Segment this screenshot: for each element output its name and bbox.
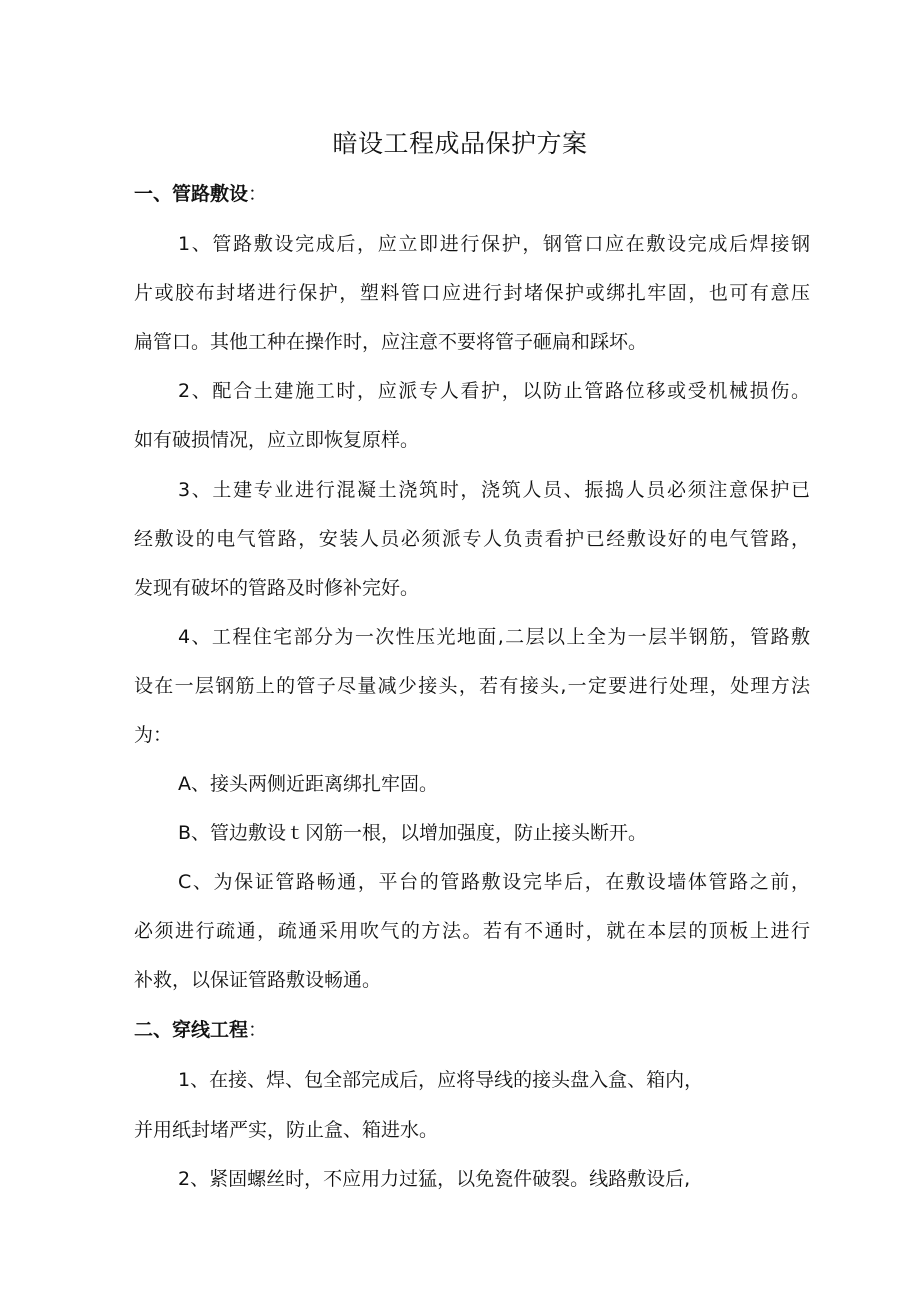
section-number: 二、 bbox=[134, 1019, 173, 1041]
section-colon: ： bbox=[248, 183, 268, 205]
paragraph-line: 发现有破坏的管路及时修补完好。 bbox=[134, 577, 420, 599]
paragraph-line: 2、紧固螺丝时，不应用力过猛，以免瓷件破裂。线路敷设后, bbox=[178, 1168, 691, 1190]
paragraph-line: C、为保证管路畅通，平台的管路敷设完毕后，在敷设墙体管路之前， bbox=[178, 871, 810, 893]
paragraph-line: 并用纸封堵严实，防止盒、箱进水。 bbox=[134, 1119, 439, 1141]
paragraph-line: 4、工程住宅部分为一次性压光地面,二层以上全为一层半钢筋，管路敷 bbox=[178, 626, 810, 648]
section-heading-1 bbox=[134, 179, 267, 209]
paragraph-line: 补救，以保证管路敷设畅通。 bbox=[134, 969, 382, 991]
paragraph-line: 必须进行疏通，疏通采用吹气的方法。若有不通时，就在本层的顶板上进行 bbox=[134, 920, 810, 942]
section-heading-2 bbox=[134, 1015, 267, 1045]
paragraph-line: 扁管口。其他工种在操作时，应注意不要将管子砸扁和踩坏。 bbox=[134, 331, 648, 353]
paragraph-line: 1、管路敷设完成后，应立即进行保护，钢管口应在敷设完成后焊接钢 bbox=[178, 233, 810, 255]
paragraph-line: 3、土建专业进行混凝土浇筑时，浇筑人员、振捣人员必须注意保护已 bbox=[178, 479, 810, 501]
section-colon: ： bbox=[248, 1019, 268, 1041]
paragraph-line: 经敷设的电气管路，安装人员必须派专人负责看护已经敷设好的电气管路， bbox=[134, 528, 810, 550]
paragraph-line: 1、在接、焊、包全部完成后，应将导线的接头盘入盒、箱内， bbox=[178, 1069, 704, 1091]
paragraph-line: 设在一层钢筋上的管子尽量减少接头，若有接头,一定要进行处理，处理方法 bbox=[134, 675, 810, 697]
paragraph-line: 为： bbox=[134, 724, 173, 746]
document-title: 暗设工程成品保护方案 bbox=[332, 129, 588, 158]
paragraph-line: 片或胶布封堵进行保护，塑料管口应进行封堵保护或绑扎牢固，也可有意压 bbox=[134, 282, 810, 304]
paragraph-line: B、管边敷设ｔ冈筋一根，以增加强度，防止接头断开。 bbox=[178, 822, 648, 844]
paragraph-line: 2、配合土建施工时，应派专人看护，以防止管路位移或受机械损伤。 bbox=[178, 380, 810, 402]
paragraph-line: 如有破损情况，应立即恢复原样。 bbox=[134, 429, 420, 451]
section-label: 穿线工程 bbox=[172, 1019, 249, 1041]
paragraph-line: A、接头两侧近距离绑扎牢固。 bbox=[178, 773, 438, 795]
section-number: 一、 bbox=[134, 183, 173, 205]
section-label: 管路敷设 bbox=[172, 183, 249, 205]
